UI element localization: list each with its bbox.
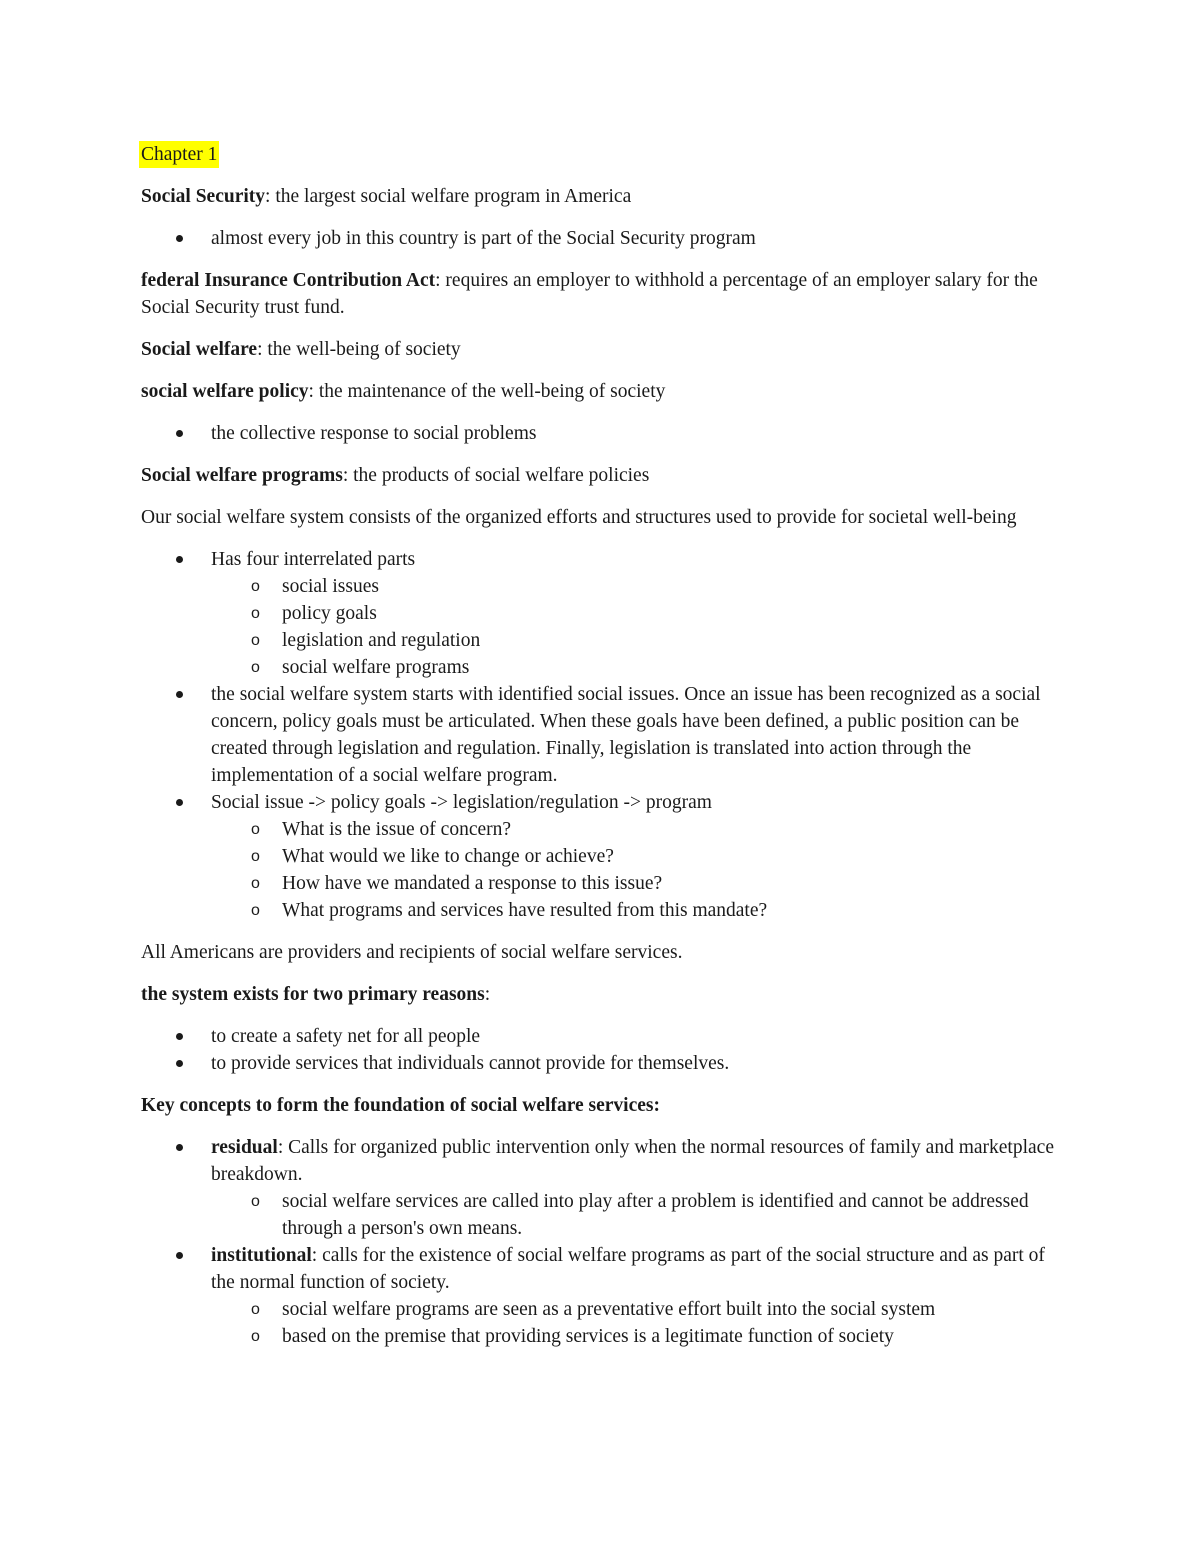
definition-text: : the well-being of society xyxy=(257,339,461,360)
list-item xyxy=(141,1242,1061,1350)
document-content xyxy=(141,141,1061,1365)
americans-paragraph: All Americans are providers and recipients of social welfare services. xyxy=(141,942,683,963)
list-item: almost every job in this country is part of the Social Security program xyxy=(141,225,1061,252)
list-item xyxy=(141,1134,1061,1242)
definition-social-welfare-policy xyxy=(141,378,1061,405)
term: Social welfare programs xyxy=(141,465,343,486)
reasons-heading xyxy=(141,981,1061,1008)
definition-text: : calls for the existence of social welfare programs as part of the social structure and as part of the normal function of society. xyxy=(211,1245,1045,1293)
term: residual xyxy=(211,1137,278,1158)
list-item xyxy=(141,546,1061,681)
definition-text: : Calls for organized public intervention only when the normal resources of family and marketplace breakdown. xyxy=(211,1137,1054,1185)
definition-social-welfare xyxy=(141,336,1061,363)
sub-list xyxy=(211,573,1061,681)
definition-social-security xyxy=(141,183,1061,210)
chapter-heading: Chapter 1 xyxy=(139,141,219,168)
term: Social welfare xyxy=(141,339,258,360)
sub-list-item: o social welfare services are called into play after a problem is identified and cannot be addressed through a person's own means. xyxy=(141,1188,1061,1242)
definition-text: : the maintenance of the well-being of society xyxy=(308,381,666,402)
list-item xyxy=(141,789,1061,924)
definition-fica xyxy=(141,267,1061,321)
definition-text: : the largest social welfare program in America xyxy=(265,186,632,207)
bullet-list xyxy=(141,546,1061,924)
sub-list-item: o How have we mandated a response to this issue? xyxy=(141,870,1061,897)
sub-list-item: o What is the issue of concern? xyxy=(141,816,1061,843)
term: Social Security xyxy=(141,186,266,207)
definition-text: : the products of social welfare policies xyxy=(342,465,650,486)
definition-text: : xyxy=(484,984,491,1005)
list-item: to provide services that individuals cannot provide for themselves. xyxy=(141,1050,1061,1077)
sub-list xyxy=(211,1188,1061,1242)
sub-list-item: o social issues xyxy=(141,573,1061,600)
sub-list xyxy=(211,816,1061,924)
sub-list-item: o based on the premise that providing services is a legitimate function of society xyxy=(141,1323,1061,1350)
list-item-text: Has four interrelated parts xyxy=(211,549,416,570)
term: federal Insurance Contribution Act xyxy=(141,270,436,291)
list-item-text: Social issue -> policy goals -> legislation/regulation -> program xyxy=(211,792,712,813)
sub-list-item: o social welfare programs are seen as a preventative effort built into the social system xyxy=(141,1296,1061,1323)
sub-list-item: o legislation and regulation xyxy=(141,627,1061,654)
term: social welfare policy xyxy=(141,381,309,402)
sub-list-item: o policy goals xyxy=(141,600,1061,627)
sub-list-item: o social welfare programs xyxy=(141,654,1061,681)
sub-list-item: o What programs and services have resulted from this mandate? xyxy=(141,897,1061,924)
sub-list xyxy=(211,1296,1061,1350)
term: institutional xyxy=(211,1245,312,1266)
term: the system exists for two primary reasons xyxy=(141,984,485,1005)
bullet-list xyxy=(141,1023,1061,1077)
definition-text: : requires an employer to withhold a percentage of an employer salary for the Social Security trust fund. xyxy=(141,270,1038,318)
bullet-list xyxy=(141,420,1061,447)
system-paragraph: Our social welfare system consists of the organized efforts and structures used to provide for societal well-being xyxy=(141,507,1017,528)
sub-list-item: o What would we like to change or achieve? xyxy=(141,843,1061,870)
key-concepts-heading: Key concepts to form the foundation of social welfare services: xyxy=(141,1095,660,1116)
list-item: the social welfare system starts with identified social issues. Once an issue has been recognized as a social concern, policy goals must be articulated. When these goals have been defined, a public position can be created through legislation and regulation. Finally, legislation is translated into action through the implementation of a social welfare program. xyxy=(141,681,1061,789)
list-item: the collective response to social problems xyxy=(141,420,1061,447)
definition-social-welfare-programs xyxy=(141,462,1061,489)
bullet-list xyxy=(141,225,1061,252)
list-item: to create a safety net for all people xyxy=(141,1023,1061,1050)
bullet-list xyxy=(141,1134,1061,1350)
